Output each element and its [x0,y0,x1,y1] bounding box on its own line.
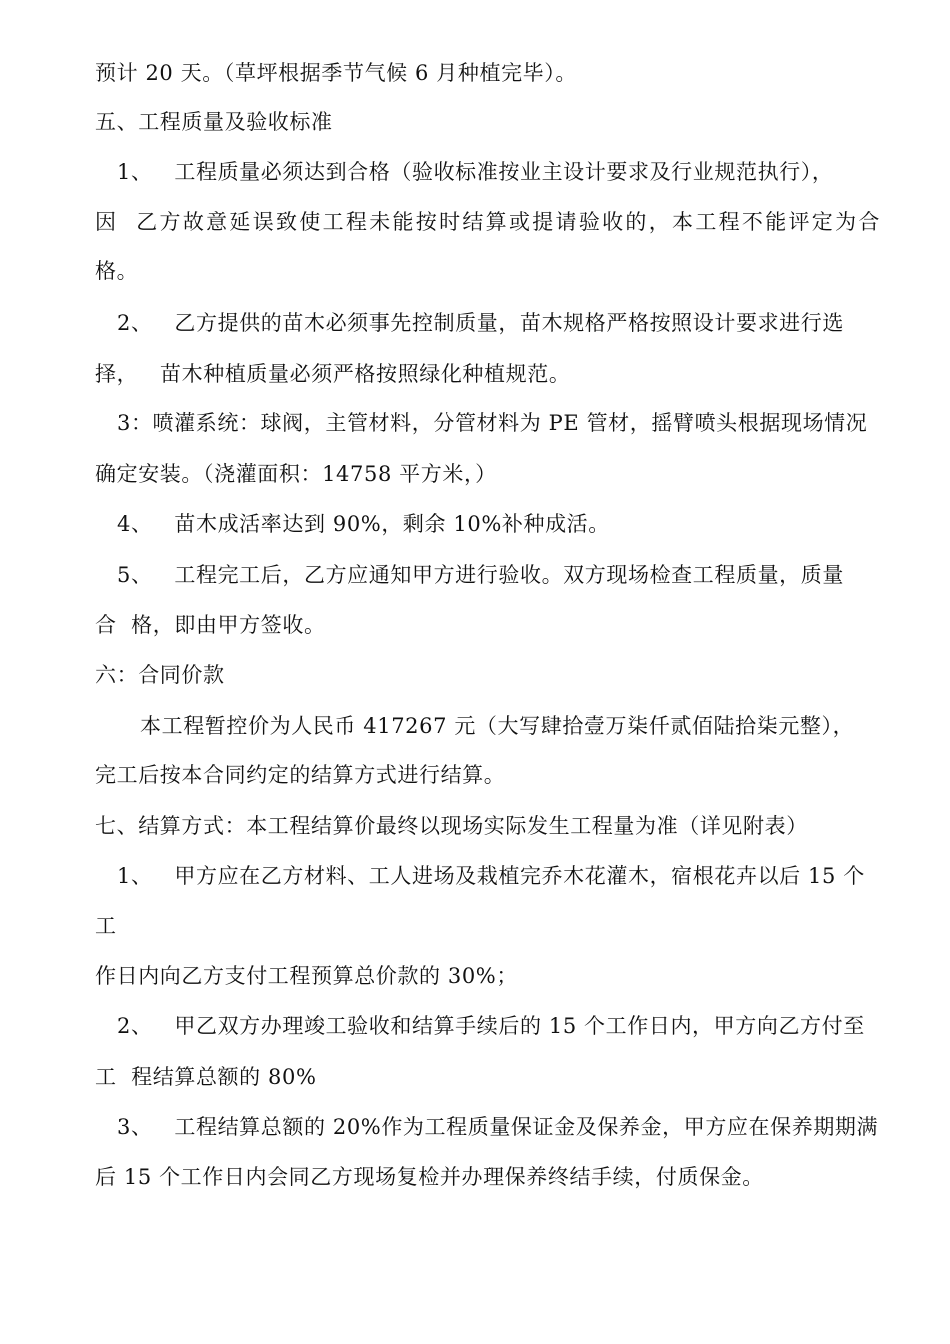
text-line-23: 后 15 个工作日内会同乙方现场复检并办理保养终结手续，付质保金。 [95,1165,764,1189]
text-line-4: 因 乙方故意延误致使工程未能按时结算或提请验收的，本工程不能评定为合 [95,210,880,234]
text-line-21: 工 程结算总额的 80% [95,1065,317,1089]
text-line-5: 格。 [95,259,139,283]
section-heading-5: 五、工程质量及验收标准 [95,110,333,134]
text-line-18: 工 [95,914,117,938]
section-heading-7: 七、结算方式：本工程结算价最终以现场实际发生工程量为准（详见附表） [95,814,808,838]
text-line-17: 1、 甲方应在乙方材料、工人进场及栽植完乔木花灌木，宿根花卉以后 15 个 [117,864,865,888]
text-line-6: 2、 乙方提供的苗木必须事先控制质量，苗木规格严格按照设计要求进行选 [117,311,844,335]
section-heading-6: 六：合同价款 [95,663,225,687]
text-line-3: 1、 工程质量必须达到合格（验收标准按业主设计要求及行业规范执行）， [117,160,834,184]
text-line-1: 预计 20 天。（草坪根据季节气候 6 月种植完毕）。 [95,61,577,85]
text-line-15: 完工后按本合同约定的结算方式进行结算。 [95,763,506,787]
text-line-7: 择， 苗木种植质量必须严格按照绿化种植规范。 [95,362,571,386]
text-line-10: 4、 苗木成活率达到 90%，剩余 10%补种成活。 [117,512,610,536]
text-line-8: 3：喷灌系统：球阀，主管材料，分管材料为 PE 管材，摇臂喷头根据现场情况 [117,411,868,435]
text-line-12: 合 格，即由甲方签收。 [95,613,326,637]
text-line-9: 确定安装。（浇灌面积：14758 平方米，） [95,462,497,486]
text-line-14: 本工程暂控价为人民币 417267 元（大写肆拾壹万柒仟贰佰陆拾柒元整）， [140,714,855,738]
text-line-11: 5、 工程完工后，乙方应通知甲方进行验收。双方现场检查工程质量，质量 [117,563,844,587]
text-line-19: 作日内向乙方支付工程预算总价款的 30%； [95,964,518,988]
text-line-22: 3、 工程结算总额的 20%作为工程质量保证金及保养金，甲方应在保养期期满 [117,1115,879,1139]
text-line-20: 2、 甲乙双方办理竣工验收和结算手续后的 15 个工作日内，甲方向乙方付至 [117,1014,865,1038]
